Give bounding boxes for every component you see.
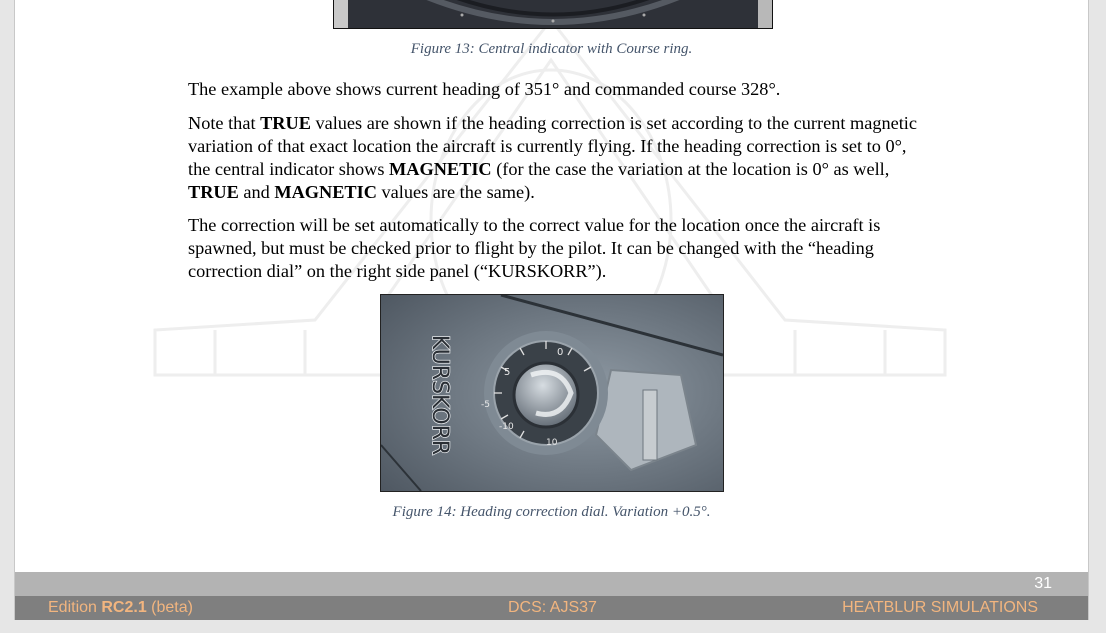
paragraph-correction [188, 214, 918, 283]
footer-title: DCS: AJS37 [508, 599, 597, 616]
text-run: values are shown if the heading correction is set according to the current magnetic variation of that exact location the aircraft is currently flying. If the heading correction is set to 0°, the central indicator shows [188, 113, 917, 179]
paragraph-text: The correction will be set automatically to the correct value for the location once the aircraft is spawned, but must be checked prior to flight by the pilot. It can be changed with the “heading correction dial” on the right side panel (“KURSKORR”). [188, 215, 881, 281]
paragraph-true-magnetic [188, 112, 918, 204]
paragraph-text [188, 112, 918, 204]
footer-publisher: HEATBLUR SIMULATIONS [842, 599, 1038, 616]
text-run: Note that [188, 113, 261, 133]
dial-mark-5: 5 [504, 367, 511, 378]
document-page [14, 0, 1089, 620]
figure-13-image [333, 0, 773, 29]
edition-version: RC2.1 [101, 599, 147, 616]
paragraph-text: The example above shows current heading of 351° and commanded course 328°. [188, 79, 781, 99]
footer-bottom-bar [15, 596, 1088, 620]
footer-edition [48, 599, 193, 617]
figure-13-caption: Figure 13: Central indicator with Course ring. [410, 41, 693, 57]
kurskorr-panel-label: KURSKORR [427, 334, 452, 456]
bold-term: MAGNETIC [389, 159, 492, 179]
dial-mark-neg-5: -5 [481, 400, 490, 410]
edition-suffix: (beta) [146, 599, 193, 616]
dial-mark-0: 0 [557, 347, 564, 358]
bold-term: TRUE [188, 182, 239, 202]
bold-term: MAGNETIC [274, 182, 377, 202]
edition-prefix: Edition [48, 599, 102, 616]
text-run: and [238, 182, 275, 202]
text-run: (for the case the variation at the location is 0° as well, [491, 159, 890, 179]
footer-top-bar [15, 572, 1088, 596]
figure-14-caption: Figure 14: Heading correction dial. Variation +0.5°. [392, 504, 711, 520]
paragraph-heading-example [188, 78, 918, 101]
dial-mark-10: 10 [546, 438, 558, 448]
text-run: values are the same). [376, 182, 535, 202]
dial-mark-neg-10: -10 [499, 422, 514, 432]
bold-term: TRUE [260, 113, 311, 133]
page-number: 31 [1034, 575, 1052, 592]
figure-14-image [380, 294, 724, 492]
